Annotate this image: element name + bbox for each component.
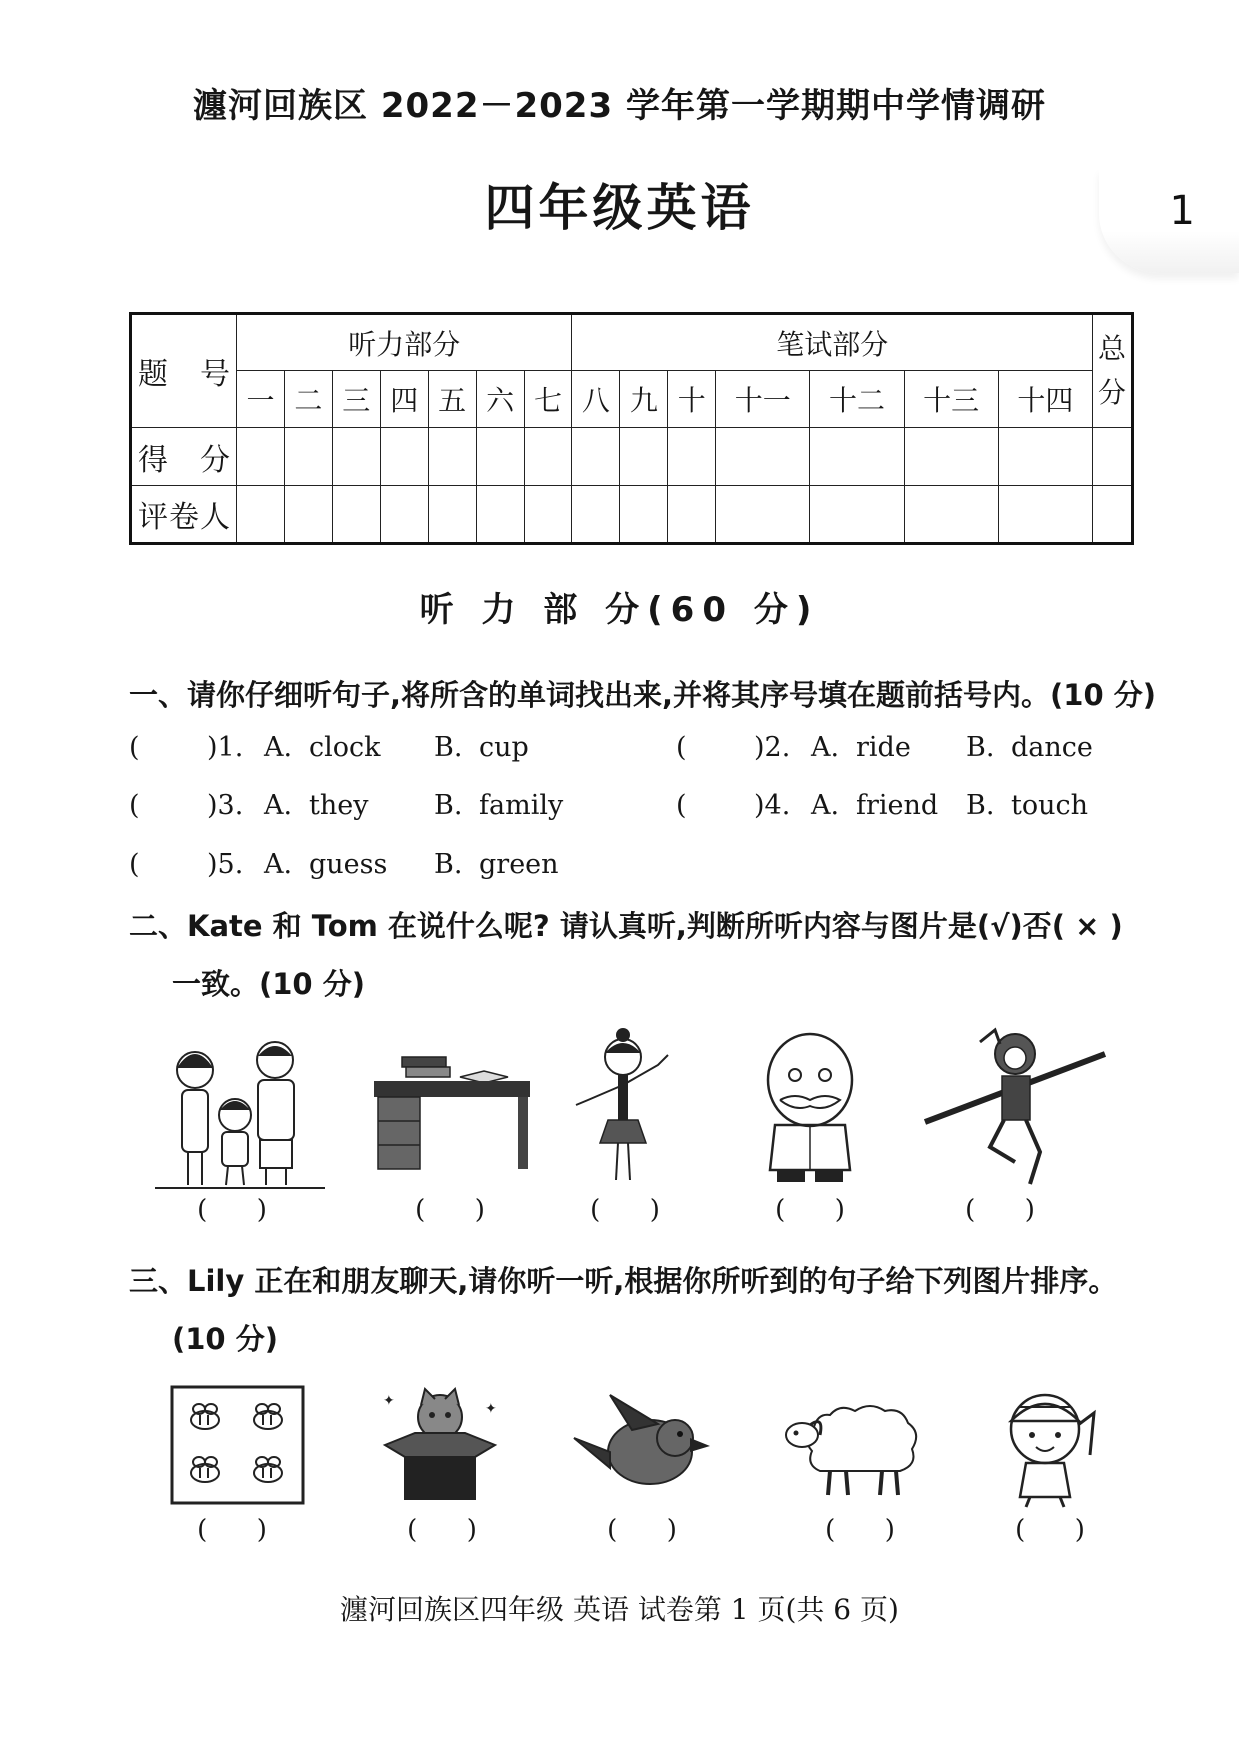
grader-cell[interactable] [810, 486, 904, 544]
grader-row [131, 486, 1133, 544]
total-label: 总分 [1097, 332, 1126, 409]
row-header-question-number: 题 号 [131, 314, 237, 428]
score-cell[interactable] [332, 428, 380, 486]
score-row-label: 得 分 [131, 428, 237, 486]
col-5: 五 [428, 371, 476, 428]
grader-cell[interactable] [620, 486, 668, 544]
item-number: )3. [207, 790, 244, 821]
page-corner-tab [1099, 168, 1239, 273]
option-a-word: guess [309, 849, 388, 880]
boy-touching-head-picture [990, 1385, 1100, 1510]
grader-row-label: 评卷人 [131, 486, 237, 544]
score-cell[interactable] [284, 428, 332, 486]
sheep-picture [780, 1395, 930, 1500]
option-a-letter: A. [811, 790, 840, 821]
answer-paren-open[interactable]: ( [129, 732, 140, 763]
grader-cell[interactable] [332, 486, 380, 544]
score-cell[interactable] [620, 428, 668, 486]
cat-in-box-picture [375, 1385, 505, 1505]
score-cell[interactable] [237, 428, 285, 486]
svg-text:✦: ✦ [485, 1401, 497, 1417]
option-b-word: dance [1011, 732, 1093, 763]
option-a-word: clock [309, 732, 381, 763]
grader-cell[interactable] [668, 486, 716, 544]
grader-cell[interactable] [524, 486, 572, 544]
q2-answer-paren-4[interactable]: ( ) [775, 1195, 845, 1225]
listening-section-heading: 听 力 部 分(60 分) [419, 590, 820, 630]
option-b-letter: B. [966, 732, 995, 763]
col-14: 十四 [998, 371, 1092, 428]
answer-paren-open[interactable]: ( [676, 732, 687, 763]
grandfather-picture [755, 1030, 865, 1185]
grader-cell[interactable] [716, 486, 810, 544]
item-number: )1. [207, 732, 244, 763]
score-cell[interactable] [572, 428, 620, 486]
option-b-word: touch [1011, 790, 1089, 821]
grader-cell[interactable] [1093, 486, 1133, 544]
q3-title-line1: 三、Lily 正在和朋友聊天,请你听一听,根据你所听到的句子给下列图片排序。 [129, 1264, 1118, 1298]
option-a-word: friend [856, 790, 939, 821]
page-footer: 瀍河回族区四年级 英语 试卷第 1 页(共 6 页) [340, 1593, 899, 1626]
score-cell[interactable] [998, 428, 1092, 486]
answer-paren-open[interactable]: ( [676, 790, 687, 821]
grader-cell[interactable] [428, 486, 476, 544]
q3-answer-paren-3[interactable]: ( ) [607, 1515, 677, 1545]
bird-picture [570, 1390, 715, 1500]
score-table [129, 312, 1134, 545]
q2-title-line2: 一致。(10 分) [172, 967, 365, 1001]
col-7: 七 [524, 371, 572, 428]
writing-part-header: 笔试部分 [572, 314, 1093, 371]
grader-cell[interactable] [237, 486, 285, 544]
page-tab-number: 1 [1169, 188, 1195, 234]
option-b-word: cup [479, 732, 529, 763]
col-12: 十二 [810, 371, 904, 428]
score-cell[interactable] [810, 428, 904, 486]
item-number: )5. [207, 849, 244, 880]
listening-part-header: 听力部分 [237, 314, 572, 371]
col-13: 十三 [904, 371, 998, 428]
grader-cell[interactable] [998, 486, 1092, 544]
q3-title-line2: (10 分) [172, 1322, 278, 1356]
col-10: 十 [668, 371, 716, 428]
score-cell[interactable] [668, 428, 716, 486]
column-number-row [131, 371, 1133, 428]
score-row [131, 428, 1133, 486]
option-b-letter: B. [434, 849, 463, 880]
col-11: 十一 [716, 371, 810, 428]
grader-cell[interactable] [284, 486, 332, 544]
answer-paren-open[interactable]: ( [129, 790, 140, 821]
q2-answer-paren-5[interactable]: ( ) [965, 1195, 1035, 1225]
option-b-word: green [479, 849, 559, 880]
col-3: 三 [332, 371, 380, 428]
option-a-word: ride [856, 732, 911, 763]
score-cell[interactable] [428, 428, 476, 486]
q3-answer-paren-1[interactable]: ( ) [197, 1515, 267, 1545]
col-4: 四 [380, 371, 428, 428]
option-a-letter: A. [264, 732, 293, 763]
item-number: )2. [754, 732, 791, 763]
option-b-letter: B. [434, 732, 463, 763]
grader-cell[interactable] [904, 486, 998, 544]
exam-subject-title: 四年级英语 [484, 178, 755, 237]
svg-text:✦: ✦ [383, 1393, 395, 1409]
q3-answer-paren-5[interactable]: ( ) [1015, 1515, 1085, 1545]
score-cell[interactable] [904, 428, 998, 486]
option-b-word: family [479, 790, 564, 821]
total-score-cell[interactable] [1093, 428, 1133, 486]
score-cell[interactable] [380, 428, 428, 486]
family-picture [150, 1030, 330, 1195]
score-cell[interactable] [716, 428, 810, 486]
col-6: 六 [476, 371, 524, 428]
monkey-king-picture [920, 1022, 1110, 1192]
col-1: 一 [237, 371, 285, 428]
option-b-letter: B. [434, 790, 463, 821]
q3-answer-paren-2[interactable]: ( ) [407, 1515, 477, 1545]
grader-cell[interactable] [572, 486, 620, 544]
exam-header-title: 瀍河回族区 2022－2023 学年第一学期期中学情调研 [193, 86, 1046, 126]
option-a-letter: A. [264, 790, 293, 821]
col-2: 二 [284, 371, 332, 428]
option-b-letter: B. [966, 790, 995, 821]
desk-with-books-picture [372, 1055, 532, 1175]
col-8: 八 [572, 371, 620, 428]
score-cell[interactable] [524, 428, 572, 486]
grader-cell[interactable] [380, 486, 428, 544]
option-a-word: they [309, 790, 369, 821]
q3-answer-paren-4[interactable]: ( ) [825, 1515, 895, 1545]
score-cell[interactable] [476, 428, 524, 486]
grader-cell[interactable] [476, 486, 524, 544]
item-number: )4. [754, 790, 791, 821]
q2-answer-paren-1[interactable]: ( ) [197, 1195, 267, 1225]
total-score-header [1093, 314, 1133, 428]
option-a-letter: A. [264, 849, 293, 880]
dancing-girl-picture [568, 1025, 678, 1190]
q1-title: 一、请你仔细听句子,将所含的单词找出来,并将其序号填在题前括号内。(10 分) [129, 678, 1156, 712]
answer-paren-open[interactable]: ( [129, 849, 140, 880]
option-a-letter: A. [811, 732, 840, 763]
col-9: 九 [620, 371, 668, 428]
q2-answer-paren-3[interactable]: ( ) [590, 1195, 660, 1225]
four-bees-picture [170, 1385, 305, 1505]
q2-title-line1: 二、Kate 和 Tom 在说什么呢? 请认真听,判断所听内容与图片是(√)否( × ) [129, 909, 1123, 943]
q2-answer-paren-2[interactable]: ( ) [415, 1195, 485, 1225]
